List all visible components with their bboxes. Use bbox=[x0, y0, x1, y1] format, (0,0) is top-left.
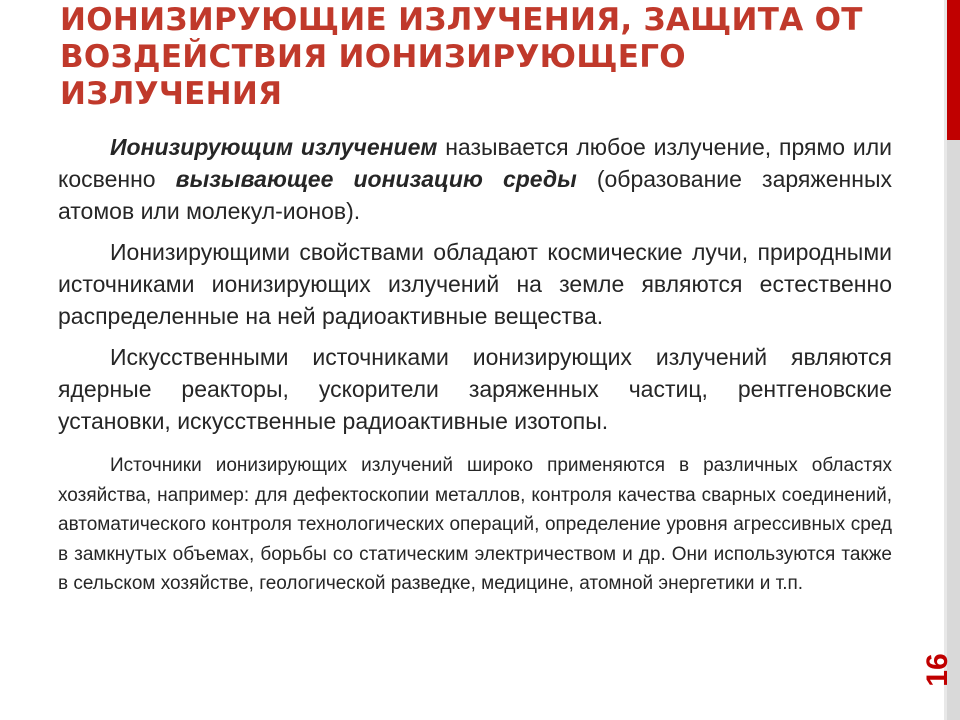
slide-body bbox=[58, 131, 892, 608]
term-ionization: вызывающее ионизацию среды bbox=[175, 166, 577, 192]
side-bar bbox=[947, 140, 960, 720]
definition-text-1: называется любое излучение, прямо или косвенно bbox=[58, 134, 892, 192]
slide-title: ИОНИЗИРУЮЩИЕ ИЗЛУЧЕНИЯ, ЗАЩИТА ОТ ВОЗДЕЙСТВИЯ ИОНИЗИРУЮЩЕГО ИЗЛУЧЕНИЯ bbox=[60, 2, 863, 112]
paragraph-natural-sources: Ионизирующими свойствами обладают космические лучи, природными источниками ионизирующих излучений на земле являются естественно распределенные на ней радиоактивные вещества. bbox=[58, 239, 892, 329]
paragraph-definition bbox=[58, 131, 892, 227]
paragraph-artificial-sources: Искусственными источниками ионизирующих излучений являются ядерные реакторы, ускорители заряженных частиц, рентгеновские установки, искусственные радиоактивные изотопы. bbox=[58, 344, 892, 434]
accent-bar bbox=[947, 0, 960, 140]
term-ionizing-radiation: Ионизирующим излучением bbox=[110, 134, 438, 160]
paragraph-applications: Источники ионизирующих излучений широко применяются в различных областях хозяйства, например: для дефектоскопии металлов, контроля качества сварных соединений, автоматического контроля технологических операций, определение уровня агрессивных сред в замкнутых объемах, борьбы со статическим электричеством и др. Они используются также в сельском хозяйстве, геологической разведке, медицине, атомной энергетики и т.п. bbox=[58, 455, 892, 594]
page-number: 16 bbox=[921, 653, 954, 687]
definition-text-2: (образование заряженных атомов или молекул-ионов). bbox=[58, 166, 892, 224]
